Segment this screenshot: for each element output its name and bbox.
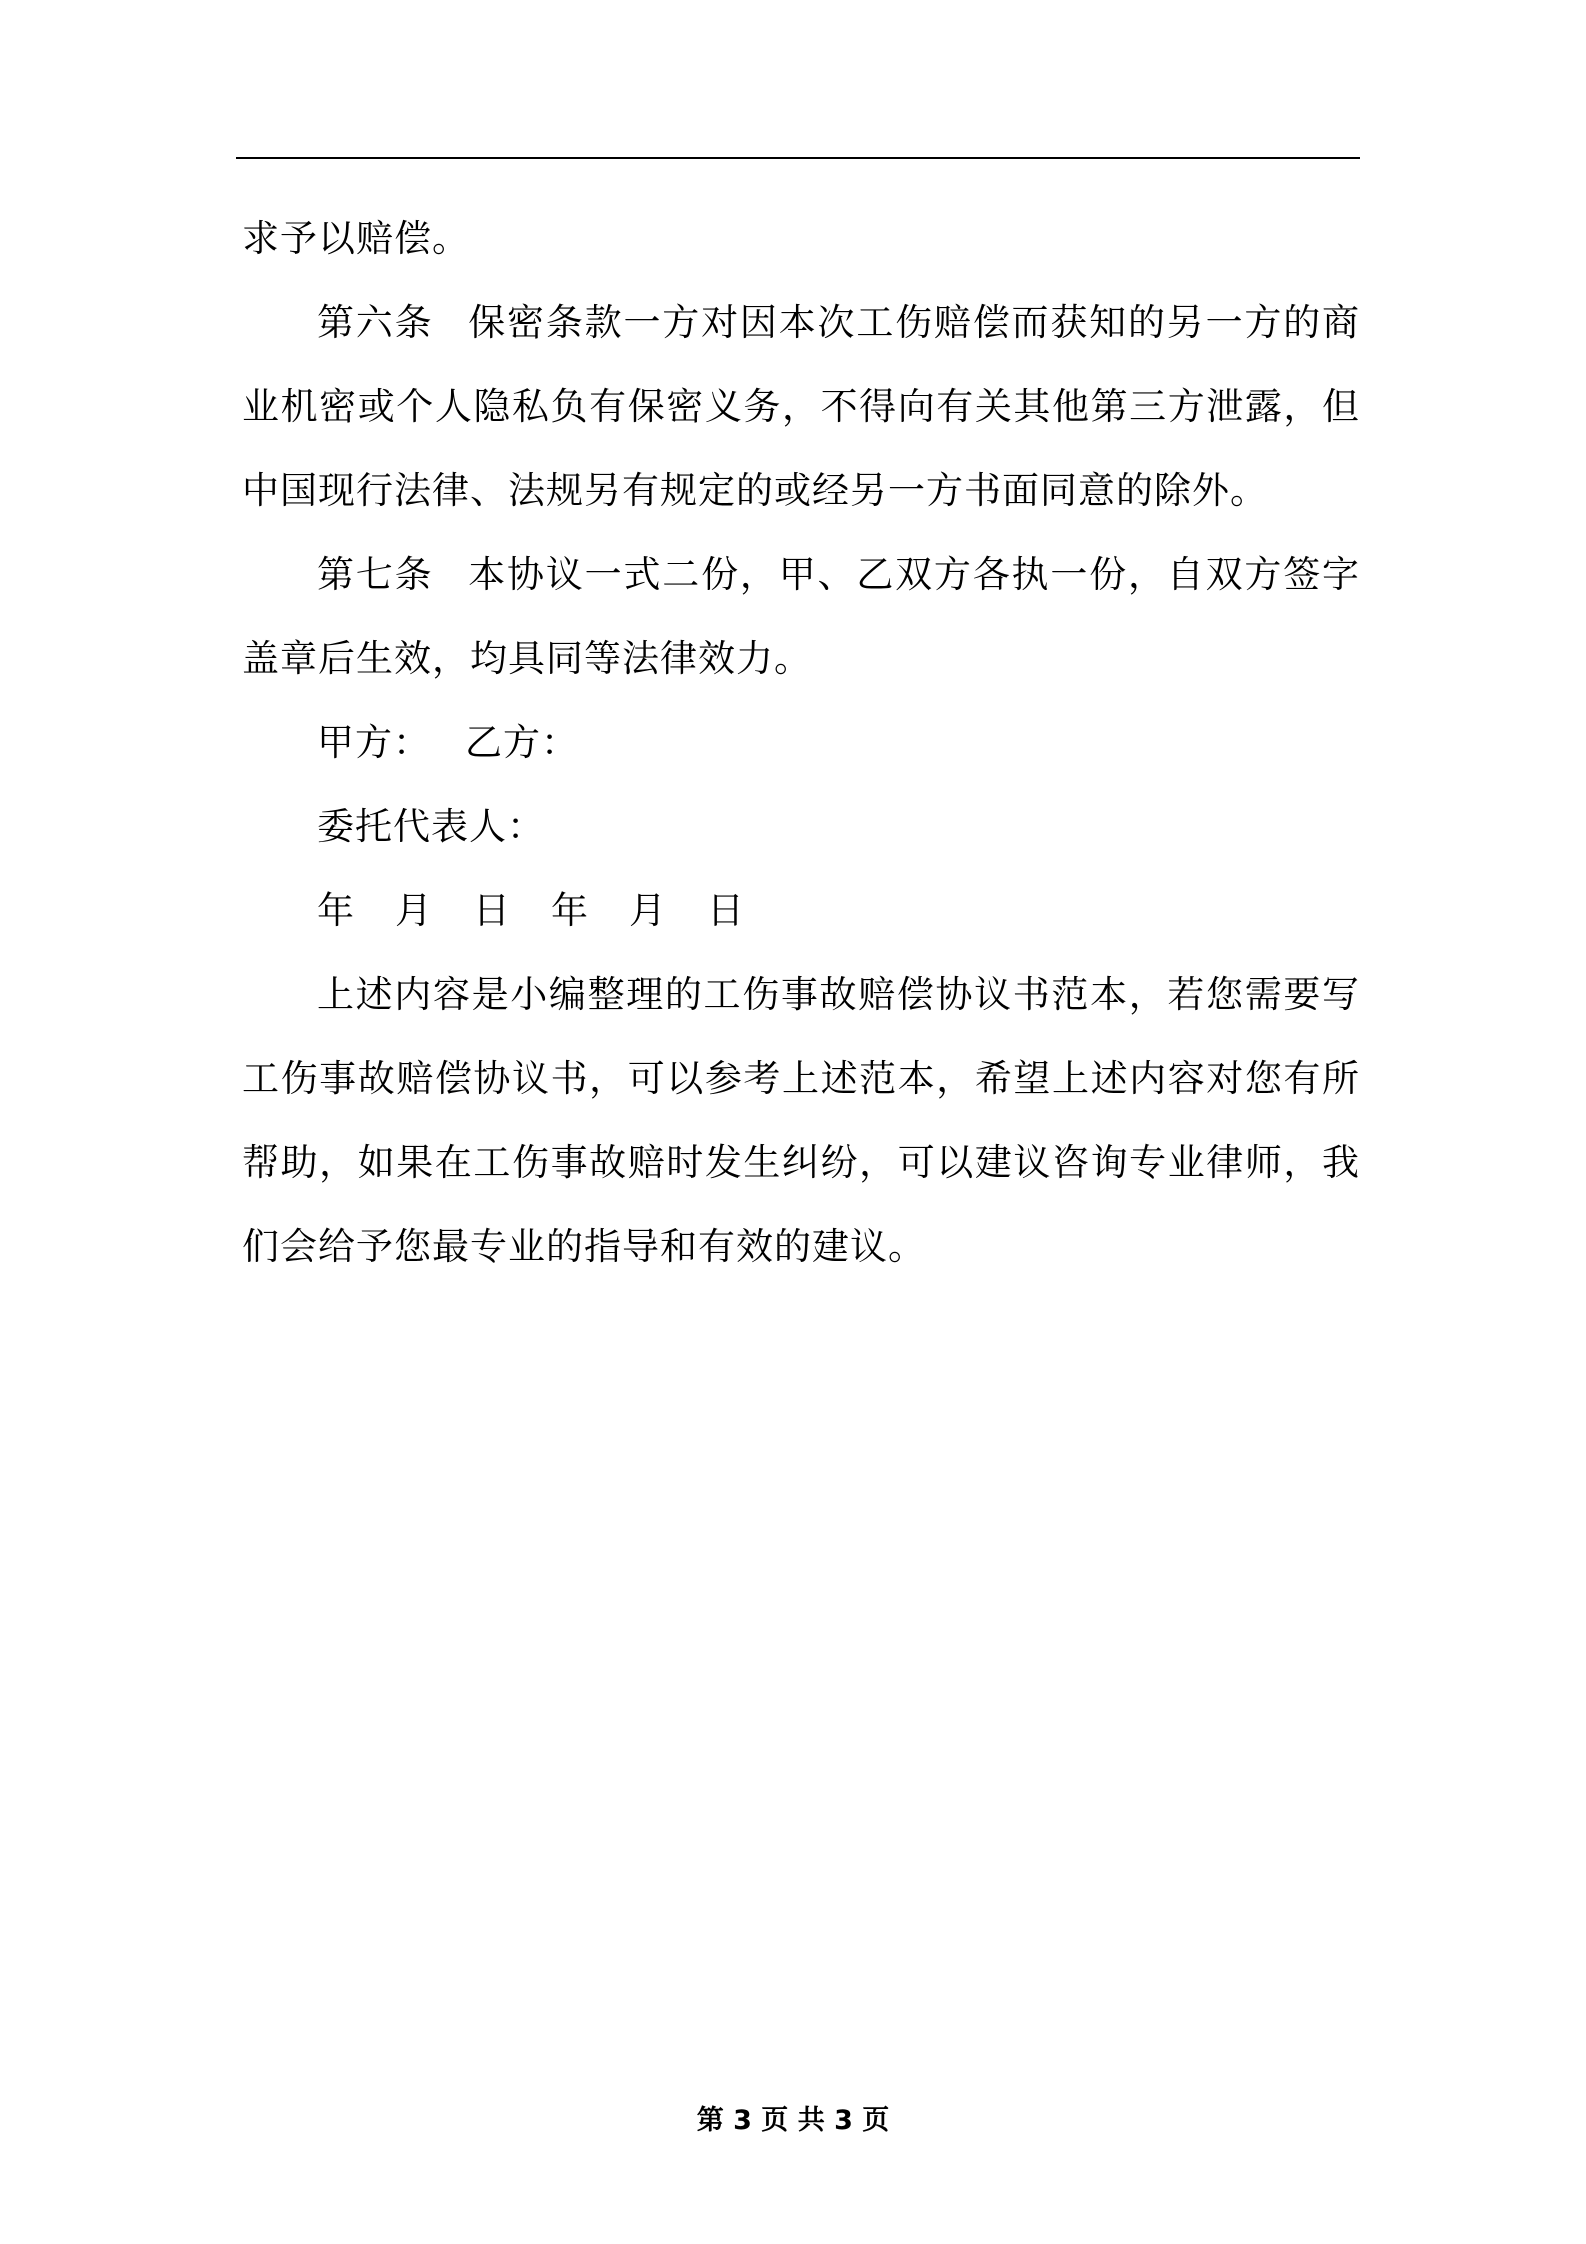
article-7-text: 本协议一式二份，甲、乙双方各执一份，自双方签字盖章后生效，均具同等法律效力。 [242, 553, 1361, 680]
party-signature-line [242, 701, 1360, 785]
date-a-year: 年 [317, 889, 355, 932]
date-b-day: 日 [707, 889, 745, 932]
page-footer: 第 3 页 共 3 页 [696, 2105, 890, 2136]
date-b-month: 月 [629, 889, 667, 932]
continuation-text: 求予以赔偿。 [242, 217, 470, 260]
representative-label: 委托代表人： [317, 805, 545, 848]
article-6 [242, 281, 1360, 533]
date-b-year: 年 [551, 889, 589, 932]
article-6-text: 保密条款一方对因本次工伤赔偿而获知的另一方的商业机密或个人隐私负有保密义务，不得向有关其他第三方泄露，但中国现行法律、法规另有规定的或经另一方书面同意的除外。 [242, 301, 1361, 512]
party-a-label: 甲方： [317, 721, 431, 764]
article-6-label: 第六条 [317, 301, 434, 344]
article-7-label: 第七条 [317, 553, 434, 596]
date-a-day: 日 [473, 889, 511, 932]
party-b-label: 乙方： [465, 721, 579, 764]
representative-line [242, 785, 1360, 869]
date-line [242, 869, 1360, 953]
document-body [242, 197, 1360, 1289]
header-rule [236, 157, 1360, 159]
article-7 [242, 533, 1360, 701]
date-a-month: 月 [395, 889, 433, 932]
closing-paragraph: 上述内容是小编整理的工伤事故赔偿协议书范本，若您需要写工伤事故赔偿协议书，可以参考上述范本，希望上述内容对您有所帮助，如果在工伤事故赔时发生纠纷，可以建议咨询专业律师，我们会给予您最专业的指导和有效的建议。 [242, 973, 1360, 1268]
